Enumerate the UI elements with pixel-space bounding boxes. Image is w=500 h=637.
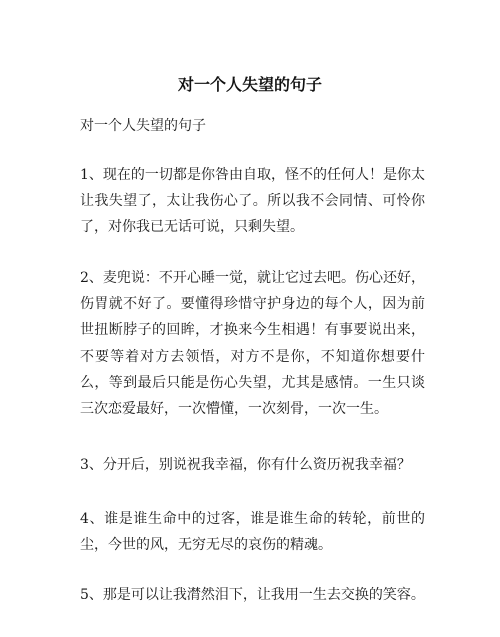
document-title: 对一个人失望的句子: [177, 75, 322, 94]
paragraph-1: 1、现在的一切都是你咎由自取，怪不的任何人！是你太让我失望了，太让我伤心了。所以我不会同情、可怜你了，对你我已无话可说，只剩失望。: [80, 167, 425, 236]
paragraph-4: 4、谁是谁生命中的过客，谁是谁生命的转轮，前世的尘，今世的风，无穷无尽的哀伤的精魂。: [80, 511, 425, 554]
paragraph-5: 5、那是可以让我潸然泪下，让我用一生去交换的笑容。: [80, 587, 425, 603]
paragraph-2: 2、麦兜说：不开心睡一觉，就让它过去吧。伤心还好，伤胃就不好了。要懂得珍惜守护身边的每个人，因为前世扭断脖子的回眸，才换来今生相遇！有事要说出来，不要等着对方去领悟，对方不是你，不知道你想要什么，等到最后只能是伤心失望，尤其是感情。一生只谈三次恋爱最好，一次懵懂，一次刻骨，一次一生。: [80, 270, 425, 418]
paragraph-3: 3、分开后，别说祝我幸福，你有什么资历祝我幸福？: [80, 457, 411, 473]
document-subtitle: 对一个人失望的句子: [80, 118, 206, 134]
